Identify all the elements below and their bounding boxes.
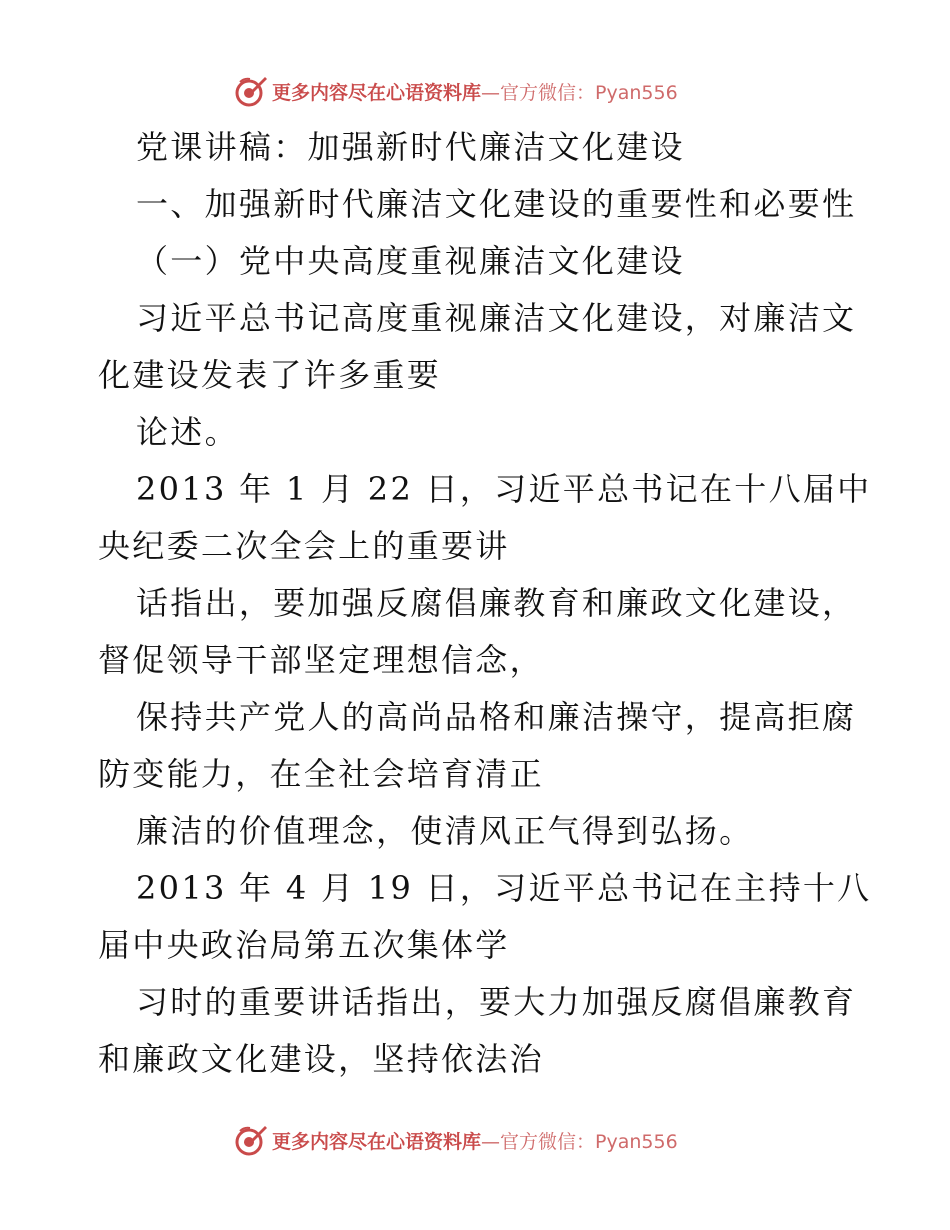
watermark-wechat-text: —官方微信：Pyan556	[481, 81, 678, 104]
paragraph-line: 央纪委二次全会上的重要讲	[98, 527, 510, 565]
section-heading-1: 一、加强新时代廉洁文化建设的重要性和必要性	[136, 185, 857, 223]
paragraph-line: 督促领导干部坚定理想信念，	[98, 641, 544, 679]
paragraph-line: 话指出，要加强反腐倡廉教育和廉政文化建设，	[136, 584, 857, 622]
header-watermark-banner	[234, 71, 678, 111]
paragraph-line: 习近平总书记高度重视廉洁文化建设，对廉洁文	[136, 299, 857, 337]
watermark-main-text: 更多内容尽在心语资料库	[272, 1130, 482, 1153]
paragraph-line: 习时的重要讲话指出，要大力加强反腐倡廉教育	[136, 983, 857, 1021]
paragraph-line: 廉洁的价值理念，使清风正气得到弘扬。	[136, 812, 754, 850]
paragraph-line: 2013 年 4 月 19 日，习近平总书记在主持十八	[136, 869, 872, 907]
watermark-main-text: 更多内容尽在心语资料库	[272, 81, 482, 104]
document-body	[98, 119, 872, 1088]
watermark-wechat-text: —官方微信：Pyan556	[481, 1130, 678, 1153]
pen-logo-icon	[234, 74, 268, 108]
pen-logo-icon	[234, 1123, 268, 1157]
paragraph-line: 论述。	[136, 413, 239, 451]
footer-watermark-banner	[234, 1120, 678, 1160]
subsection-heading-1: （一）党中央高度重视廉洁文化建设	[136, 242, 685, 280]
paragraph-line: 届中央政治局第五次集体学	[98, 926, 510, 964]
paragraph-line: 化建设发表了许多重要	[98, 356, 442, 394]
paragraph-line: 防变能力，在全社会培育清正	[98, 755, 544, 793]
paragraph-line: 和廉政文化建设，坚持依法治	[98, 1040, 544, 1078]
paragraph-line: 2013 年 1 月 22 日，习近平总书记在十八届中	[136, 470, 872, 508]
document-title: 党课讲稿：加强新时代廉洁文化建设	[136, 128, 685, 166]
paragraph-line: 保持共产党人的高尚品格和廉洁操守，提高拒腐	[136, 698, 857, 736]
